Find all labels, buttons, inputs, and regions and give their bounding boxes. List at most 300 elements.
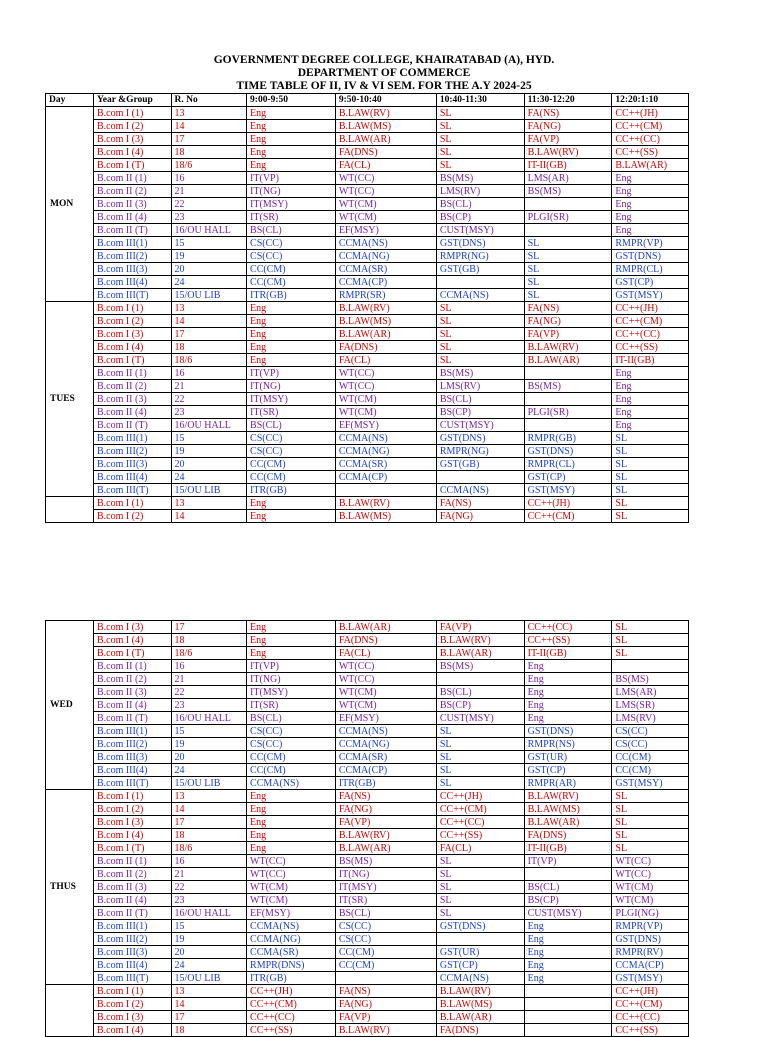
subject-cell [436,276,524,289]
subject-cell: WT(CM) [335,211,436,224]
group-cell: B.com II (T) [93,419,171,432]
subject-cell: ITR(GB) [335,777,436,790]
subject-cell: SL [436,907,524,920]
subject-cell: CC(CM) [247,471,336,484]
subject-cell: PLGI(SR) [524,211,612,224]
column-header: 9:50-10:40 [335,94,436,107]
group-cell: B.com II (1) [93,367,171,380]
subject-cell [524,985,612,998]
subject-cell: CUST(MSY) [436,224,524,237]
subject-cell: GST(CP) [524,471,612,484]
subject-cell: CC++(CM) [612,315,689,328]
table-row [46,419,689,432]
subject-cell: FA(VP) [524,133,612,146]
subject-cell: CCMA(CP) [335,471,436,484]
timetable-title: TIME TABLE OF II, IV & VI SEM. FOR THE A.Y 2024-25 [236,80,532,92]
subject-cell [335,484,436,497]
subject-cell: FA(CL) [335,354,436,367]
table-row [46,777,689,790]
subject-cell: RMPR(RV) [612,946,689,959]
subject-cell: Eng [612,367,689,380]
subject-cell: ITR(GB) [247,484,336,497]
subject-cell [524,224,612,237]
subject-cell: CCMA(NS) [436,289,524,302]
subject-cell: CCMA(NS) [436,484,524,497]
subject-cell: CCMA(NG) [247,933,336,946]
room-cell: 18 [171,341,247,354]
subject-cell: Eng [247,354,336,367]
subject-cell [524,1024,612,1037]
subject-cell: SL [524,250,612,263]
room-cell: 13 [171,790,247,803]
subject-cell: RMPR(GB) [524,432,612,445]
subject-cell [524,998,612,1011]
room-cell: 14 [171,803,247,816]
table-row [46,237,689,250]
group-cell: B.com II (3) [93,686,171,699]
table-row [46,133,689,146]
table-row [46,185,689,198]
subject-cell [524,419,612,432]
subject-cell: FA(DNS) [436,1024,524,1037]
subject-cell: Eng [247,159,336,172]
subject-cell: CC++(CM) [612,998,689,1011]
table-row [46,712,689,725]
table-row [46,484,689,497]
subject-cell: Eng [247,803,336,816]
room-cell: 19 [171,250,247,263]
group-cell: B.com III(4) [93,959,171,972]
room-cell: 24 [171,276,247,289]
table-row [46,933,689,946]
subject-cell: SL [436,751,524,764]
subject-cell: CCMA(NS) [436,972,524,985]
subject-cell [335,972,436,985]
subject-cell: IT-II(GB) [524,647,612,660]
subject-cell: WT(CM) [335,393,436,406]
subject-cell: B.LAW(MS) [335,120,436,133]
subject-cell: GST(DNS) [436,432,524,445]
group-cell: B.com I (2) [93,315,171,328]
table-row [46,816,689,829]
subject-cell: SL [612,621,689,634]
table-row [46,920,689,933]
subject-cell: CC++(JH) [436,790,524,803]
table-row [46,289,689,302]
subject-cell: BS(MS) [524,380,612,393]
subject-cell: BS(MS) [524,185,612,198]
subject-cell: Eng [247,510,336,523]
room-cell: 16 [171,660,247,673]
room-cell: 18 [171,1024,247,1037]
subject-cell: IT(MSY) [335,881,436,894]
subject-cell: LMS(AR) [612,686,689,699]
subject-cell: SL [436,120,524,133]
subject-cell: BS(CP) [524,894,612,907]
subject-cell: LMS(RV) [612,712,689,725]
table-row [46,315,689,328]
subject-cell: Eng [247,120,336,133]
table-row [46,829,689,842]
subject-cell: GST(MSY) [612,777,689,790]
room-cell: 13 [171,302,247,315]
subject-cell: CUST(MSY) [524,907,612,920]
subject-cell [524,367,612,380]
subject-cell: SL [436,725,524,738]
subject-cell: BS(CL) [335,907,436,920]
group-cell: B.com I (2) [93,803,171,816]
table-row [46,458,689,471]
subject-cell: SL [436,354,524,367]
subject-cell: FA(NG) [335,803,436,816]
subject-cell: WT(CC) [335,660,436,673]
subject-cell: B.LAW(RV) [524,146,612,159]
column-header: 10:40-11:30 [436,94,524,107]
subject-cell: FA(VP) [524,328,612,341]
group-cell: B.com III(T) [93,289,171,302]
subject-cell: Eng [247,146,336,159]
group-cell: B.com I (4) [93,146,171,159]
room-cell: 23 [171,211,247,224]
subject-cell: IT(MSY) [247,198,336,211]
subject-cell: RMPR(NS) [524,738,612,751]
subject-cell: GST(DNS) [612,933,689,946]
room-cell: 20 [171,263,247,276]
room-cell: 15/OU LIB [171,289,247,302]
group-cell: B.com II (T) [93,712,171,725]
subject-cell: SL [436,107,524,120]
table-row [46,497,689,510]
group-cell: B.com II (T) [93,907,171,920]
subject-cell: FA(DNS) [335,341,436,354]
subject-cell: BS(CP) [436,406,524,419]
subject-cell: IT(VP) [247,172,336,185]
group-cell: B.com I (1) [93,497,171,510]
room-cell: 15 [171,725,247,738]
subject-cell: WT(CM) [247,881,336,894]
subject-cell: IT-II(GB) [524,159,612,172]
table-row [46,1011,689,1024]
subject-cell: WT(CM) [335,686,436,699]
subject-cell: Eng [612,419,689,432]
subject-cell: CUST(MSY) [436,712,524,725]
subject-cell: Eng [524,946,612,959]
subject-cell: SL [436,894,524,907]
group-cell: B.com III(1) [93,237,171,250]
room-cell: 17 [171,816,247,829]
subject-cell: Eng [612,393,689,406]
subject-cell: CCMA(SR) [247,946,336,959]
subject-cell: SL [436,315,524,328]
subject-cell: IT(VP) [247,660,336,673]
subject-cell: RMPR(AR) [524,777,612,790]
room-cell: 24 [171,764,247,777]
subject-cell: GST(DNS) [524,445,612,458]
subject-cell: Eng [524,686,612,699]
subject-cell: B.LAW(MS) [524,803,612,816]
subject-cell: CC++(CC) [612,133,689,146]
group-cell: B.com I (1) [93,985,171,998]
subject-cell: Eng [612,185,689,198]
room-cell: 16 [171,172,247,185]
subject-cell: BS(CL) [436,198,524,211]
subject-cell: FA(VP) [335,816,436,829]
subject-cell: BS(CL) [436,393,524,406]
subject-cell: SL [436,302,524,315]
table-row [46,341,689,354]
subject-cell: RMPR(VP) [612,237,689,250]
subject-cell [524,198,612,211]
subject-cell: CC++(SS) [524,634,612,647]
day-label [46,985,94,1037]
room-cell: 17 [171,1011,247,1024]
subject-cell: LMS(RV) [436,380,524,393]
room-cell: 21 [171,185,247,198]
group-cell: B.com III(1) [93,432,171,445]
subject-cell: SL [612,647,689,660]
subject-cell: RMPR(DNS) [247,959,336,972]
subject-cell: Eng [524,712,612,725]
subject-cell: SL [436,738,524,751]
subject-cell: SL [612,445,689,458]
subject-cell: FA(NG) [335,998,436,1011]
table-row [46,367,689,380]
subject-cell: CC++(CC) [524,621,612,634]
group-cell: B.com III(T) [93,484,171,497]
subject-cell: IT(VP) [524,855,612,868]
subject-cell: B.LAW(AR) [436,1011,524,1024]
group-cell: B.com I (T) [93,647,171,660]
subject-cell: IT(VP) [247,367,336,380]
room-cell: 18/6 [171,842,247,855]
subject-cell: BS(CL) [247,419,336,432]
subject-cell: Eng [247,328,336,341]
subject-cell: CCMA(NG) [335,250,436,263]
subject-cell: GST(DNS) [612,250,689,263]
subject-cell: IT(MSY) [247,686,336,699]
subject-cell: BS(MS) [612,673,689,686]
subject-cell: CC++(CC) [612,328,689,341]
subject-cell: IT(MSY) [247,393,336,406]
subject-cell: Eng [612,172,689,185]
room-cell: 22 [171,198,247,211]
group-cell: B.com III(2) [93,933,171,946]
subject-cell: WT(CC) [335,367,436,380]
table-row [46,751,689,764]
group-cell: B.com I (3) [93,621,171,634]
subject-cell: WT(CC) [247,868,336,881]
subject-cell: WT(CC) [335,380,436,393]
subject-cell [436,471,524,484]
room-cell: 21 [171,380,247,393]
subject-cell: Eng [612,406,689,419]
room-cell: 23 [171,406,247,419]
subject-cell: Eng [247,107,336,120]
subject-cell: RMPR(CL) [524,458,612,471]
subject-cell: Eng [247,341,336,354]
room-cell: 15/OU LIB [171,777,247,790]
subject-cell: CC++(JH) [612,107,689,120]
subject-cell: FA(NG) [524,315,612,328]
group-cell: B.com III(T) [93,777,171,790]
table-row [46,621,689,634]
subject-cell: CC++(CM) [524,510,612,523]
subject-cell: RMPR(CL) [612,263,689,276]
subject-cell: CC(CM) [612,764,689,777]
subject-cell [612,660,689,673]
subject-cell: RMPR(SR) [335,289,436,302]
room-cell: 18 [171,829,247,842]
room-cell: 16/OU HALL [171,224,247,237]
table-row [46,328,689,341]
group-cell: B.com III(1) [93,920,171,933]
room-cell: 17 [171,328,247,341]
subject-cell: LMS(RV) [436,185,524,198]
room-cell: 15 [171,920,247,933]
subject-cell [436,673,524,686]
subject-cell: B.LAW(RV) [335,497,436,510]
table-row [46,432,689,445]
group-cell: B.com I (2) [93,998,171,1011]
room-cell: 16/OU HALL [171,712,247,725]
group-cell: B.com III(2) [93,250,171,263]
column-header: 9:00-9:50 [247,94,336,107]
subject-cell: GST(DNS) [436,920,524,933]
subject-cell: WT(CC) [335,172,436,185]
room-cell: 21 [171,673,247,686]
subject-cell: Eng [247,842,336,855]
room-cell: 18/6 [171,159,247,172]
table-row [46,302,689,315]
subject-cell: B.LAW(RV) [524,341,612,354]
room-cell: 20 [171,946,247,959]
subject-cell: GST(UR) [436,946,524,959]
table-row [46,146,689,159]
room-cell: 22 [171,393,247,406]
subject-cell: CS(CC) [247,250,336,263]
day-label: THUS [46,790,94,985]
table-row [46,120,689,133]
column-header: Year &Group [93,94,171,107]
subject-cell: WT(CM) [335,406,436,419]
subject-cell: SL [612,790,689,803]
room-cell: 13 [171,497,247,510]
subject-cell: SL [436,868,524,881]
group-cell: B.com II (3) [93,881,171,894]
subject-cell: Eng [524,972,612,985]
room-cell: 22 [171,881,247,894]
table-row [46,250,689,263]
subject-cell: IT(NG) [247,673,336,686]
table-row [46,276,689,289]
table-row [46,380,689,393]
group-cell: B.com I (T) [93,842,171,855]
subject-cell: B.LAW(RV) [436,985,524,998]
subject-cell: CCMA(NS) [335,725,436,738]
column-header: R. No [171,94,247,107]
group-cell: B.com III(3) [93,946,171,959]
subject-cell: Eng [247,816,336,829]
subject-cell: Eng [247,315,336,328]
subject-cell: CC++(JH) [612,985,689,998]
subject-cell: BS(CL) [247,224,336,237]
subject-cell: SL [612,471,689,484]
subject-cell: IT(SR) [247,406,336,419]
subject-cell: B.LAW(AR) [524,354,612,367]
subject-cell: CS(CC) [612,738,689,751]
subject-cell: BS(CL) [436,686,524,699]
subject-cell: CC++(JH) [612,302,689,315]
subject-cell: SL [612,458,689,471]
subject-cell: SL [436,133,524,146]
subject-cell: B.LAW(AR) [612,159,689,172]
subject-cell: Eng [247,634,336,647]
subject-cell: EF(MSY) [335,224,436,237]
subject-cell: B.LAW(RV) [524,790,612,803]
day-label [46,497,94,523]
subject-cell: CS(CC) [247,445,336,458]
table-row [46,673,689,686]
subject-cell: EF(MSY) [335,712,436,725]
subject-cell: CC(CM) [247,276,336,289]
subject-cell: CCMA(NS) [247,920,336,933]
subject-cell: CCMA(NG) [335,738,436,751]
subject-cell: PLGI(SR) [524,406,612,419]
subject-cell: FA(DNS) [524,829,612,842]
group-cell: B.com III(4) [93,471,171,484]
subject-cell: CC++(JH) [524,497,612,510]
table-row [46,634,689,647]
group-cell: B.com III(2) [93,738,171,751]
subject-cell: GST(MSY) [612,972,689,985]
room-cell: 15/OU LIB [171,972,247,985]
group-cell: B.com II (T) [93,224,171,237]
group-cell: B.com II (2) [93,868,171,881]
table-row [46,764,689,777]
group-cell: B.com III(4) [93,276,171,289]
subject-cell: CCMA(CP) [335,276,436,289]
subject-cell: B.LAW(MS) [335,510,436,523]
subject-cell: GST(GB) [436,263,524,276]
group-cell: B.com I (3) [93,816,171,829]
timetable-table-2 [45,620,689,1037]
subject-cell: FA(NS) [335,985,436,998]
table-row [46,107,689,120]
subject-cell: IT(SR) [247,211,336,224]
subject-cell: Eng [612,380,689,393]
subject-cell: Eng [524,660,612,673]
room-cell: 16/OU HALL [171,419,247,432]
subject-cell: Eng [524,959,612,972]
subject-cell: CS(CC) [612,725,689,738]
subject-cell: SL [436,328,524,341]
room-cell: 17 [171,133,247,146]
subject-cell: SL [436,341,524,354]
subject-cell: CCMA(NS) [335,237,436,250]
group-cell: B.com I (3) [93,328,171,341]
subject-cell: CCMA(CP) [612,959,689,972]
group-cell: B.com I (T) [93,159,171,172]
subject-cell: CC++(SS) [436,829,524,842]
subject-cell: WT(CC) [612,855,689,868]
subject-cell: Eng [612,211,689,224]
table-row [46,211,689,224]
subject-cell: ITR(GB) [247,972,336,985]
room-cell: 22 [171,686,247,699]
subject-cell: Eng [247,647,336,660]
room-cell: 19 [171,933,247,946]
group-cell: B.com I (4) [93,341,171,354]
